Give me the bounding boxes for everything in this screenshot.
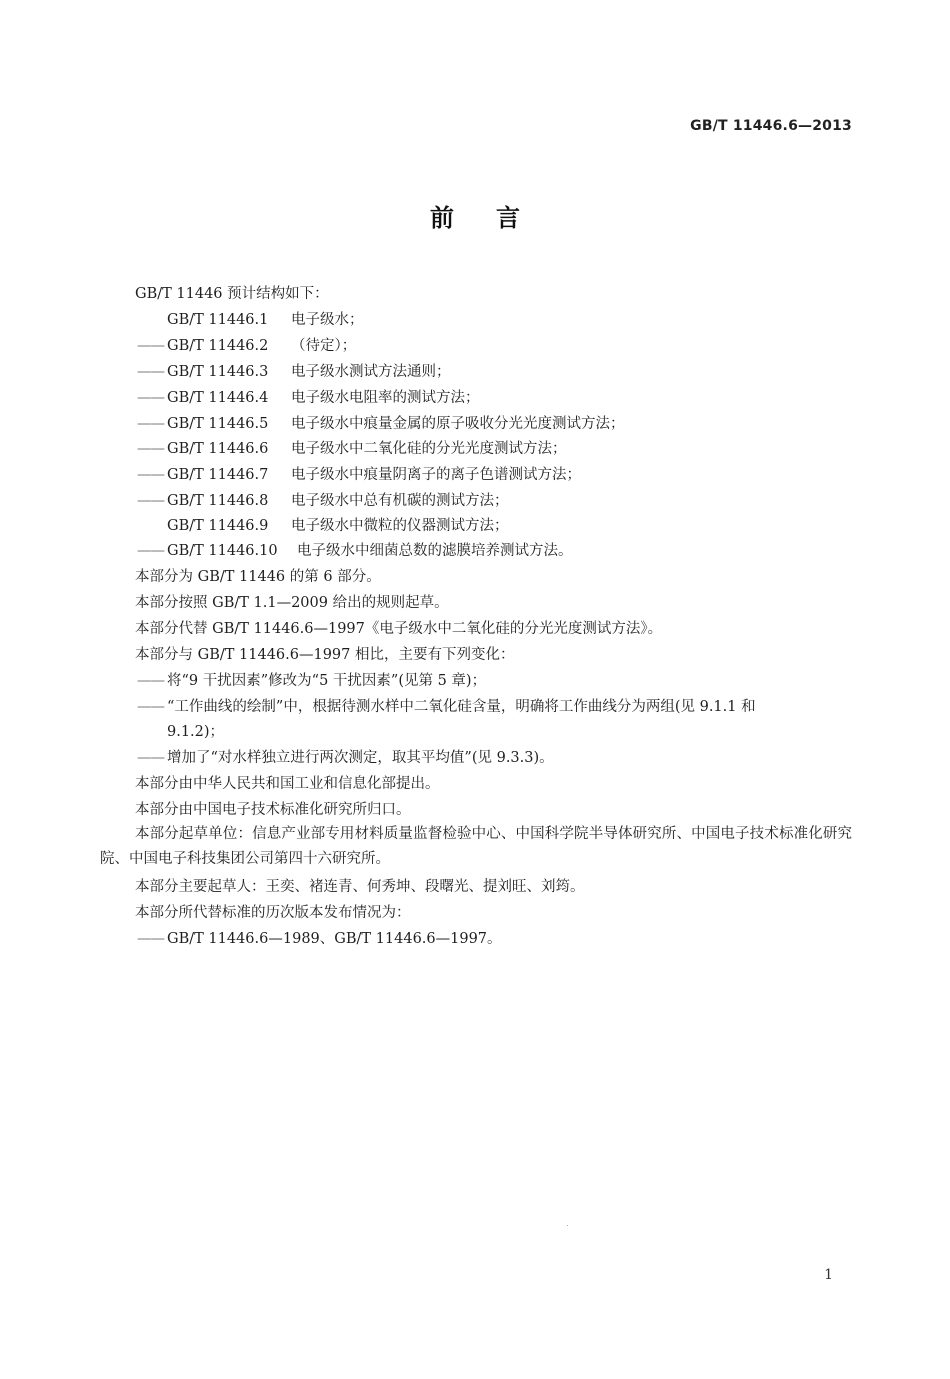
list-item xyxy=(137,336,356,356)
standard-code-header: GB/T 11446.6—2013 xyxy=(690,118,852,134)
history-text: GB/T 11446.6—1989、GB/T 11446.6—1997。 xyxy=(167,931,502,947)
list-desc: （待定）； xyxy=(291,338,357,354)
list-code: GB/T 11446.5 xyxy=(167,416,269,432)
list-dash: —— xyxy=(137,750,164,766)
list-desc: 电子级水中总有机碳的测试方法； xyxy=(291,493,509,509)
paragraph-drafted-per: 本部分按照 GB/T 1.1—2009 给出的规则起草。 xyxy=(135,595,449,611)
page-title: 前言 xyxy=(430,204,562,232)
list-desc: 电子级水； xyxy=(291,312,364,328)
change-text: 将“9 干扰因素”修改为“5 干扰因素”(见第 5 章)； xyxy=(167,673,487,689)
change-item xyxy=(137,748,554,768)
list-dash: —— xyxy=(137,364,164,380)
paragraph-drafting-units: 本部分起草单位：信息产业部专用材料质量监督检验中心、中国科学院半导体研究所、中国电子技术标准化研究院、中国电子科技集团公司第四十六研究所。 xyxy=(100,826,852,867)
list-dash: —— xyxy=(137,931,164,947)
list-code: GB/T 11446.3 xyxy=(167,364,269,380)
list-item xyxy=(137,541,573,561)
list-code: GB/T 11446.6 xyxy=(167,441,269,457)
list-item xyxy=(137,516,509,536)
list-code: GB/T 11446.9 xyxy=(167,518,269,534)
list-item xyxy=(137,310,364,330)
paragraph-replaces: 本部分代替 GB/T 11446.6—1997《电子级水中二氧化硅的分光光度测试方法》。 xyxy=(135,621,663,637)
paragraph-history-intro: 本部分所代替标准的历次版本发布情况为： xyxy=(135,905,411,921)
list-item xyxy=(137,465,581,485)
list-dash: —— xyxy=(137,673,164,689)
list-dash: —— xyxy=(137,441,164,457)
list-code: GB/T 11446.10 xyxy=(167,543,278,559)
list-item xyxy=(137,362,451,382)
list-item xyxy=(137,439,567,459)
list-desc: 电子级水中微粒的仪器测试方法； xyxy=(291,518,509,534)
list-code: GB/T 11446.7 xyxy=(167,467,269,483)
change-item xyxy=(137,671,486,691)
list-code: GB/T 11446.8 xyxy=(167,493,269,509)
scan-speck xyxy=(567,1225,568,1226)
list-code: GB/T 11446.2 xyxy=(167,338,269,354)
list-item xyxy=(137,491,509,511)
structure-intro: GB/T 11446 预计结构如下： xyxy=(135,286,329,302)
list-desc: 电子级水中痕量金属的原子吸收分光光度测试方法； xyxy=(291,416,625,432)
paragraph-drafters: 本部分主要起草人：王奕、褚连青、何秀坤、段曙光、提刘旺、刘筠。 xyxy=(135,879,585,895)
change-text: 增加了“对水样独立进行两次测定，取其平均值”(见 9.3.3)。 xyxy=(167,750,554,766)
page-number: 1 xyxy=(824,1267,833,1283)
history-item xyxy=(137,929,502,949)
change-item-continued: 9.1.2)； xyxy=(167,724,225,740)
list-code: GB/T 11446.4 xyxy=(167,390,269,406)
list-desc: 电子级水测试方法通则； xyxy=(291,364,451,380)
list-item xyxy=(137,414,625,434)
change-text: “工作曲线的绘制”中，根据待测水样中二氧化硅含量，明确将工作曲线分为两组(见 9.1.1 和 xyxy=(167,699,756,715)
paragraph-part-of: 本部分为 GB/T 11446 的第 6 部分。 xyxy=(135,569,381,585)
list-code: GB/T 11446.1 xyxy=(167,312,269,328)
list-desc: 电子级水中痕量阴离子的离子色谱测试方法； xyxy=(291,467,581,483)
list-dash: —— xyxy=(137,390,164,406)
change-item xyxy=(137,697,756,717)
list-desc: 电子级水中细菌总数的滤膜培养测试方法。 xyxy=(297,543,573,559)
paragraph-centralized-by: 本部分由中国电子技术标准化研究所归口。 xyxy=(135,802,411,818)
list-dash: —— xyxy=(137,543,164,559)
list-dash: —— xyxy=(137,493,164,509)
paragraph-changes-intro: 本部分与 GB/T 11446.6—1997 相比，主要有下列变化： xyxy=(135,647,515,663)
list-desc: 电子级水中二氧化硅的分光光度测试方法； xyxy=(291,441,567,457)
list-dash: —— xyxy=(137,699,164,715)
paragraph-proposed-by: 本部分由中华人民共和国工业和信息化部提出。 xyxy=(135,776,440,792)
list-dash: —— xyxy=(137,467,164,483)
list-dash: —— xyxy=(137,338,164,354)
list-dash: —— xyxy=(137,416,164,432)
list-desc: 电子级水电阻率的测试方法； xyxy=(291,390,480,406)
list-item xyxy=(137,388,480,408)
